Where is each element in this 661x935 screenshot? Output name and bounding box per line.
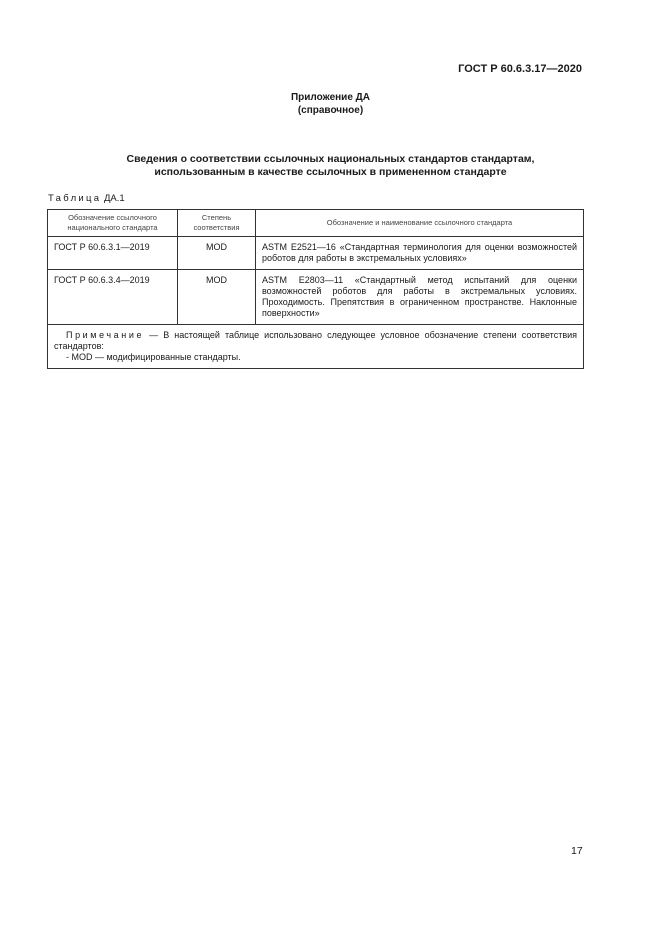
header-designation: Обозначение ссылочного национального стандарта	[48, 210, 178, 237]
table-header-row	[48, 210, 584, 237]
table-caption-id: ДА.1	[104, 193, 125, 204]
section-title-line-1: Сведения о соответствии ссылочных национальных стандартов стандартам,	[126, 153, 535, 165]
note-text: — В настоящей таблице использовано следующее условное обозначение степени соответствия стандартов:	[54, 329, 577, 352]
cell-designation: ГОСТ Р 60.6.3.4—2019	[48, 269, 178, 324]
note-item: - MOD — модифицированные стандарты.	[66, 352, 241, 363]
table-row	[48, 269, 584, 324]
cell-degree: MOD	[178, 237, 256, 270]
section-title-line-2: использованным в качестве ссылочных в примененном стандарте	[154, 166, 507, 178]
table-note	[48, 324, 584, 368]
note-label: Примечание	[66, 329, 145, 340]
cell-standard-text: ASTM E2803—11 «Стандартный метод испытаний для оценки возможностей роботов для работы в экстремальных условиях. Проходимость. Препятствия в ограниченном пространстве. Наклонные поверхности»	[256, 269, 584, 324]
cell-standard-text: ASTM E2521—16 «Стандартная терминология для оценки возможностей роботов для работы в экстремальных условиях»	[256, 237, 584, 270]
reference-standards-table	[47, 209, 584, 369]
header-international-standard: Обозначение и наименование ссылочного стандарта	[256, 210, 584, 237]
table-note-row	[48, 324, 584, 368]
page-number: 17	[571, 845, 583, 857]
table-caption-prefix: Таблица	[48, 193, 102, 204]
cell-degree: MOD	[178, 269, 256, 324]
table-caption	[48, 193, 125, 204]
document-code: ГОСТ Р 60.6.3.17—2020	[458, 63, 582, 75]
cell-designation: ГОСТ Р 60.6.3.1—2019	[48, 237, 178, 270]
header-degree: Степень соответствия	[178, 210, 256, 237]
annex-subtitle: (справочное)	[297, 105, 364, 116]
annex-title: Приложение ДА	[290, 92, 371, 103]
table-row	[48, 237, 584, 270]
